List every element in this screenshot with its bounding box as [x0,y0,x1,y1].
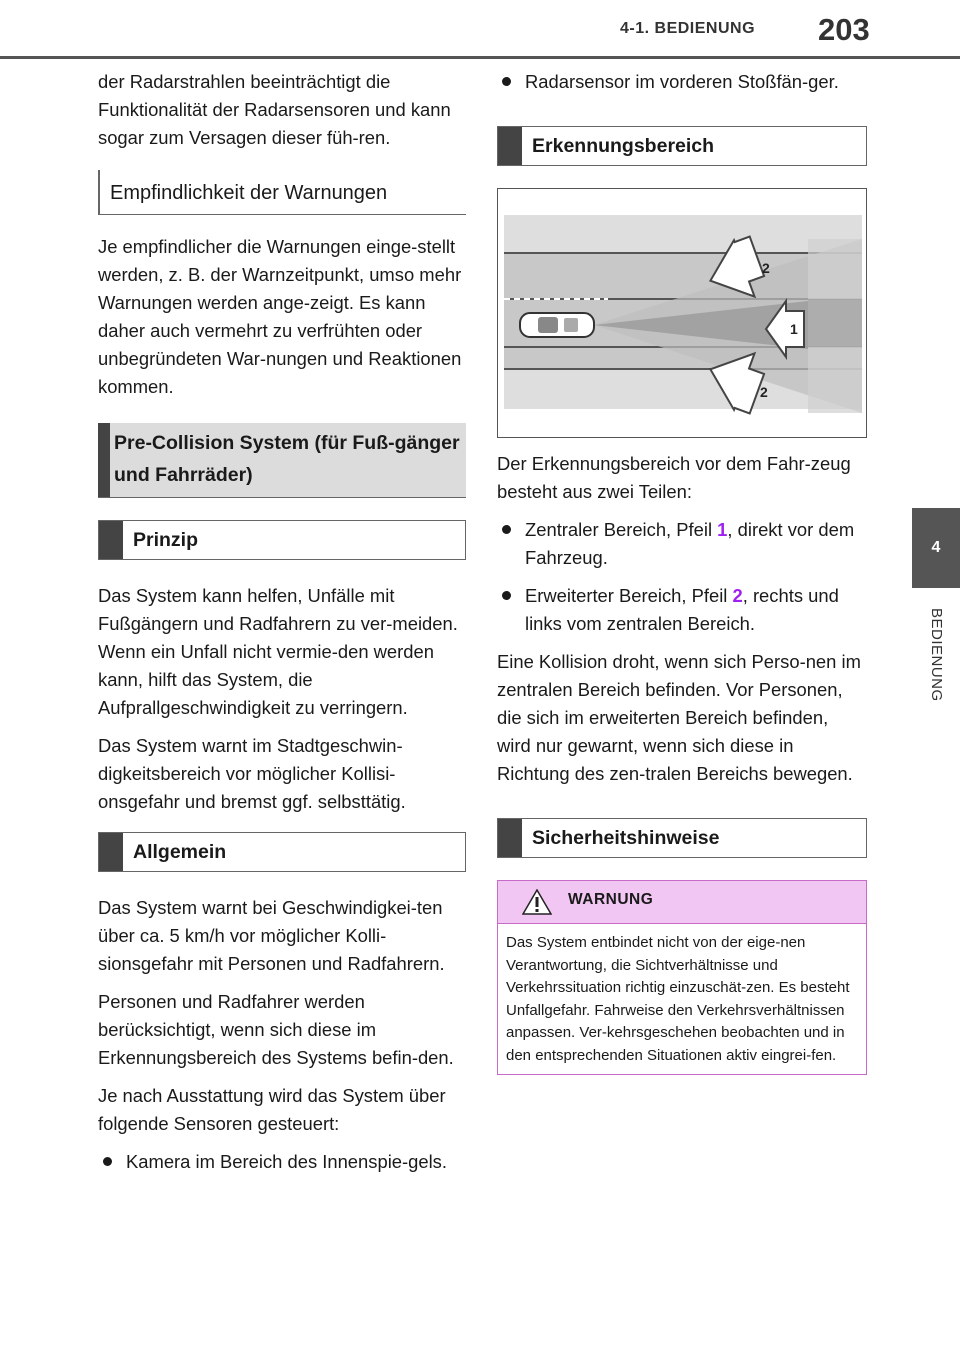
allgemein-paragraph-1: Das System warnt bei Geschwindigkei-ten über ca. 5 km/h vor möglicher Kolli-sionsgefahr mit Personen und Radfahrern. [98,897,445,974]
right-column [497,68,867,1075]
intro-paragraph: der Radarstrahlen beeinträchtigt die Funktionalität der Radarsensoren und kann sogar zum Versagen dieser füh-ren. [98,71,451,148]
allgemein-heading: Allgemein [98,832,466,872]
arrow-2-bottom-label: 2 [760,384,768,400]
prinzip-paragraph-2: Das System warnt im Stadtgeschwin-digkeitsbereich vor möglicher Kollisi-onsgefahr und bremst ggf. selbsttätig. [98,735,406,812]
arrow-2-ref: 2 [732,585,743,606]
prinzip-heading: Prinzip [98,520,466,560]
bullet-central-area [497,516,867,572]
page-number: 203 [818,12,870,47]
chapter-label-vertical [915,608,955,768]
erkennung-paragraph: Der Erkennungsbereich vor dem Fahr-zeug besteht aus zwei Teilen: [497,453,851,502]
chapter-label: BEDIENUNG [928,608,945,702]
bullet-central-text-pre: Zentraler Bereich, Pfeil [525,519,718,540]
prinzip-paragraph-1: Das System kann helfen, Unfälle mit Fußgängern und Radfahrern zu ver-meiden. Wenn ein Unfall nicht vermie-den werden kann, hilft das System, die Aufprallgeschwindigkeit zu verringern. [98,585,458,718]
section-title: 4-1. BEDIENUNG [620,20,756,37]
bullet-extended-text-pre: Erweiterter Bereich, Pfeil [525,585,733,606]
allgemein-paragraph-2: Personen und Radfahrer werden berücksichtigt, wenn sich diese im Erkennungsbereich des Systems befin-den. [98,991,454,1068]
detection-area-diagram [497,188,867,438]
extended-area-end-top [808,239,862,299]
sensitivity-paragraph: Je empfindlicher die Warnungen einge-stellt werden, z. B. der Warnzeitpunkt, umso mehr Warnungen werden ange-zeigt. Es kann daher auch vermehrt zu verfrühten oder unbegründeten War-nungen und Reaktionen kommen. [98,236,462,397]
sicherheit-heading: Sicherheitshinweise [497,818,867,858]
central-area-end [808,299,862,347]
header-rule [0,56,960,59]
arrow-1-label: 1 [790,321,798,337]
arrow-1-ref: 1 [717,519,728,540]
kollision-paragraph: Eine Kollision droht, wenn sich Perso-nen im zentralen Bereich befinden. Vor Personen, die sich im erweiterten Bereich befinden, wird nur gewarnt, wenn sich diese in Richtung des zen-tralen Bereichs bewegen. [497,651,861,784]
sensitivity-heading: Empfindlichkeit der Warnungen [98,170,466,215]
warning-triangle-icon [522,889,552,915]
arrow-2-top-label: 2 [762,260,770,276]
bullet-extended-text-post: , rechts und links vom zentralen Bereich. [525,585,839,634]
warning-title: WARNUNG [568,891,654,908]
warning-box [497,880,867,1075]
car-icon [520,313,594,337]
allgemein-paragraph-3: Je nach Ausstattung wird das System über folgende Sensoren gesteuert: [98,1085,446,1134]
bullet-central-text-post: , direkt vor dem Fahrzeug. [525,519,855,568]
erkennung-heading: Erkennungsbereich [497,126,867,166]
warning-text: Das System entbindet nicht von der eige-nen Verantwortung, die Sichtverhältnisse und Verkehrssituation richtig einzuschät-zen. Es besteht Unfallgefahr. Fahrweise den Verkehrsverhältnissen anpassen. Ver-kehrsgeschehen beobachten und in den entsprechenden Situationen aktiv eingrei-fen. [506,934,850,1064]
bullet-camera: Kamera im Bereich des Innenspie-gels. [98,1148,466,1176]
extended-area-end-bottom [808,347,862,413]
chapter-tab: 4 [912,508,960,588]
bullet-radar: Radarsensor im vorderen Stoßfän-ger. [497,68,867,96]
pcs-heading: Pre-Collision System (für Fuß-gänger und Fahrräder) [98,423,466,498]
warning-header [498,881,866,924]
left-column [98,68,466,1186]
bullet-extended-area [497,582,867,638]
